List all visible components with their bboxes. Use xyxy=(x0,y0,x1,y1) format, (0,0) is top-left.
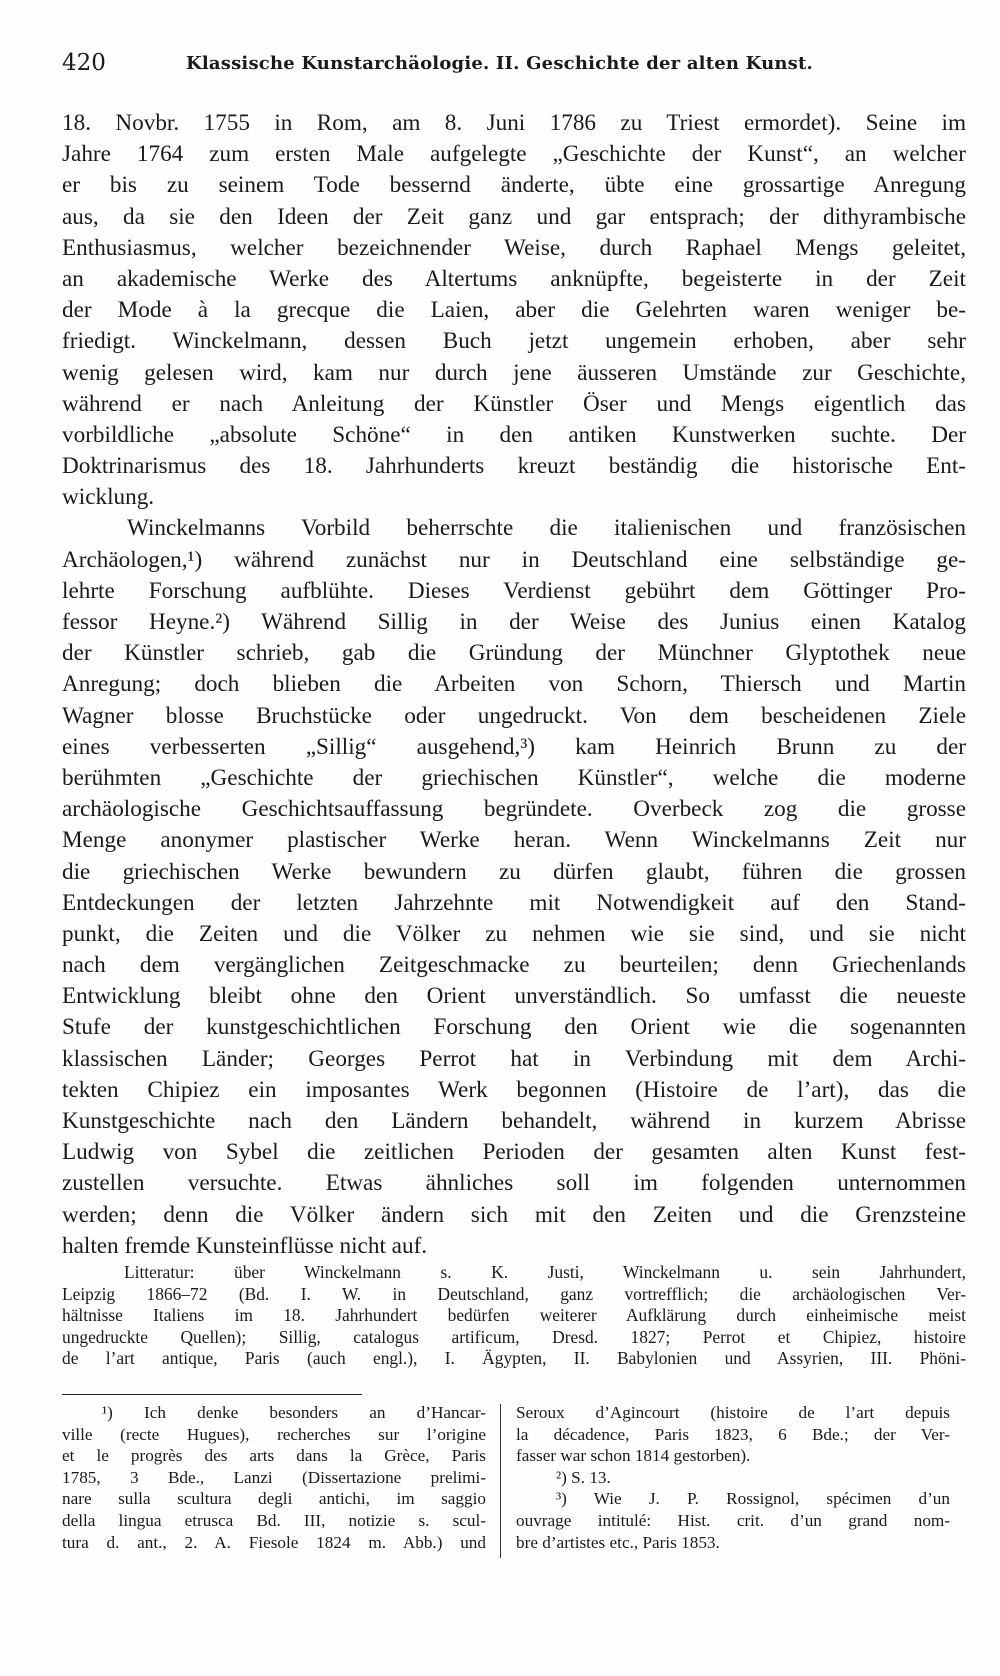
footnote-line: bre d’artistes etc., Paris 1853. xyxy=(516,1532,720,1552)
body-line: Kunstgeschichte nach den Ländern behandelt, während in kurzem Abrisse xyxy=(62,1108,966,1134)
body-line: punkt, die Zeiten und die Völker zu nehmen wie sie sind, und sie nicht xyxy=(62,920,966,947)
body-line: Entwicklung bleibt ohne den Orient unverständlich. So umfasst die neueste xyxy=(62,983,966,1010)
page-number: 420 xyxy=(62,50,106,76)
body-line: Winckelmanns Vorbild beherrschte die italienischen und französischen xyxy=(127,515,966,542)
page-header xyxy=(62,42,942,82)
literature-line: Leipzig 1866–72 (Bd. I. W. in Deutschland, ganz vortrefflich; die archäologischen Ver- xyxy=(62,1283,966,1304)
footnote-line: ouvrage intitulé: Hist. crit. d’un grand nom- xyxy=(516,1510,950,1530)
footnote-line: ²) S. 13. xyxy=(556,1467,611,1487)
body-line: wenig gelesen wird, kam nur durch jene äusseren Umstände zur Geschichte, xyxy=(62,359,966,386)
body-line: tekten Chipiez ein imposantes Werk begonnen (Histoire de l’art), das die xyxy=(62,1076,966,1103)
body-line: während er nach Anleitung der Künstler Öser und Mengs eigentlich das xyxy=(62,390,966,417)
body-line: werden; denn die Völker ändern sich mit den Zeiten und die Grenzsteine xyxy=(62,1201,966,1228)
body-line: 18. Novbr. 1755 in Rom, am 8. Juni 1786 zu Triest ermordet). Seine im xyxy=(62,110,966,136)
footnotes-left-column xyxy=(62,1402,486,1553)
literature-section xyxy=(62,1262,966,1370)
footnote-line: Seroux d’Agincourt (histoire de l’art depuis xyxy=(516,1403,950,1422)
body-line: halten fremde Kunsteinflüsse nicht auf. xyxy=(62,1232,428,1259)
body-line: Anregung; doch blieben die Arbeiten von Schorn, Thiersch und Martin xyxy=(62,671,966,698)
footnote-line: ³) Wie J. P. Rossignol, spécimen d’un xyxy=(556,1489,950,1509)
body-line: berühmten „Geschichte der griechischen Künstler“, welche die moderne xyxy=(62,764,966,791)
footnote-line: et le progrès des arts dans la Grèce, Paris xyxy=(62,1446,486,1466)
body-line: eines verbesserten „Sillig“ ausgehend,³) kam Heinrich Brunn zu der xyxy=(62,733,966,760)
footnote-line: ¹) Ich denke besonders an d’Hancar- xyxy=(102,1403,486,1422)
body-line: der Mode à la grecque die Laien, aber die Gelehrten waren weniger be- xyxy=(62,297,966,324)
footnote-line: della lingua etrusca Bd. III, notizie s. scul- xyxy=(62,1510,486,1530)
body-line: archäologische Geschichtsauffassung begründete. Overbeck zog die grosse xyxy=(62,796,966,823)
literature-line: ungedruckte Quellen); Sillig, catalogus artificum, Dresd. 1827; Perrot et Chipiez, histoire xyxy=(62,1326,966,1347)
body-line: Stufe der kunstgeschichtlichen Forschung den Orient wie die sogenannten xyxy=(62,1014,966,1041)
literature-line: de l’art antique, Paris (auch engl.), I. Ägypten, II. Babylonien und Assyrien, III. Phöni- xyxy=(62,1348,966,1369)
running-head: Klassische Kunstarchäologie. II. Geschichte der alten Kunst. xyxy=(186,53,813,74)
body-line: klassischen Länder; Georges Perrot hat in Verbindung mit dem Archi- xyxy=(62,1045,966,1072)
body-line: vorbildliche „absolute Schöne“ in den antiken Kunstwerken suchte. Der xyxy=(62,421,966,448)
footnote-rule xyxy=(62,1394,362,1395)
body-line: Jahre 1764 zum ersten Male aufgelegte „Geschichte der Kunst“, an welcher xyxy=(62,141,966,168)
footnote-line: nare sulla scultura degli antichi, im saggio xyxy=(62,1489,486,1509)
body-line: friedigt. Winckelmann, dessen Buch jetzt ungemein erhoben, aber sehr xyxy=(62,328,966,355)
body-line: der Künstler schrieb, gab die Gründung der Münchner Glyptothek neue xyxy=(62,640,966,667)
footnote-column-divider xyxy=(500,1404,501,1558)
footnote-line: la décadence, Paris 1823, 6 Bde.; der Ver- xyxy=(516,1424,950,1444)
body-line: Entdeckungen der letzten Jahrzehnte mit Notwendigkeit auf den Stand- xyxy=(62,889,966,916)
body-line: an akademische Werke des Altertums anknüpfte, begeisterte in der Zeit xyxy=(62,265,966,292)
body-line: die griechischen Werke bewundern zu dürfen glaubt, führen die grossen xyxy=(62,858,966,885)
footnotes-right-column xyxy=(516,1402,950,1553)
body-line: fessor Heyne.²) Während Sillig in der Weise des Junius einen Katalog xyxy=(62,609,966,635)
body-line: Doktrinarismus des 18. Jahrhunderts kreuzt beständig die historische Ent- xyxy=(62,453,966,480)
footnote-line: fasser war schon 1814 gestorben). xyxy=(516,1446,751,1466)
footnote-line: ville (recte Hugues), recherches sur l’origine xyxy=(62,1424,486,1444)
footnote-line: tura d. ant., 2. A. Fiesole 1824 m. Abb.) und xyxy=(62,1532,486,1552)
body-line: Menge anonymer plastischer Werke heran. Wenn Winckelmanns Zeit nur xyxy=(62,827,966,854)
body-line: nach dem vergänglichen Zeitgeschmacke zu beurteilen; denn Griechenlands xyxy=(62,952,966,979)
body-line: aus, da sie den Ideen der Zeit ganz und gar entsprach; der dithyrambische xyxy=(62,203,966,230)
body-line: Enthusiasmus, welcher bezeichnender Weise, durch Raphael Mengs geleitet, xyxy=(62,234,966,261)
footnote-line: 1785, 3 Bde., Lanzi (Dissertazione prelimi- xyxy=(62,1467,486,1487)
body-line: er bis zu seinem Tode bessernd änderte, übte eine grossartige Anregung xyxy=(62,172,966,199)
body-line: Wagner blosse Bruchstücke oder ungedruckt. Von dem bescheidenen Ziele xyxy=(62,702,966,729)
body-line: Ludwig von Sybel die zeitlichen Perioden der gesamten alten Kunst fest- xyxy=(62,1139,966,1166)
literature-line: Litteratur: über Winckelmann s. K. Justi, Winckelmann u. sein Jahrhundert, xyxy=(124,1262,966,1282)
body-line: zustellen versuchte. Etwas ähnliches soll im folgenden unternommen xyxy=(62,1170,966,1197)
literature-line: hältnisse Italiens im 18. Jahrhundert bedürfen weiterer Aufklärung durch einheimische meist xyxy=(62,1305,966,1326)
body-line: Archäologen,¹) während zunächst nur in Deutschland eine selbständige ge- xyxy=(62,546,966,573)
main-text xyxy=(62,108,966,1262)
body-line: lehrte Forschung aufblühte. Dieses Verdienst gebührt dem Göttinger Pro- xyxy=(62,577,966,604)
body-line: wicklung. xyxy=(62,484,155,511)
